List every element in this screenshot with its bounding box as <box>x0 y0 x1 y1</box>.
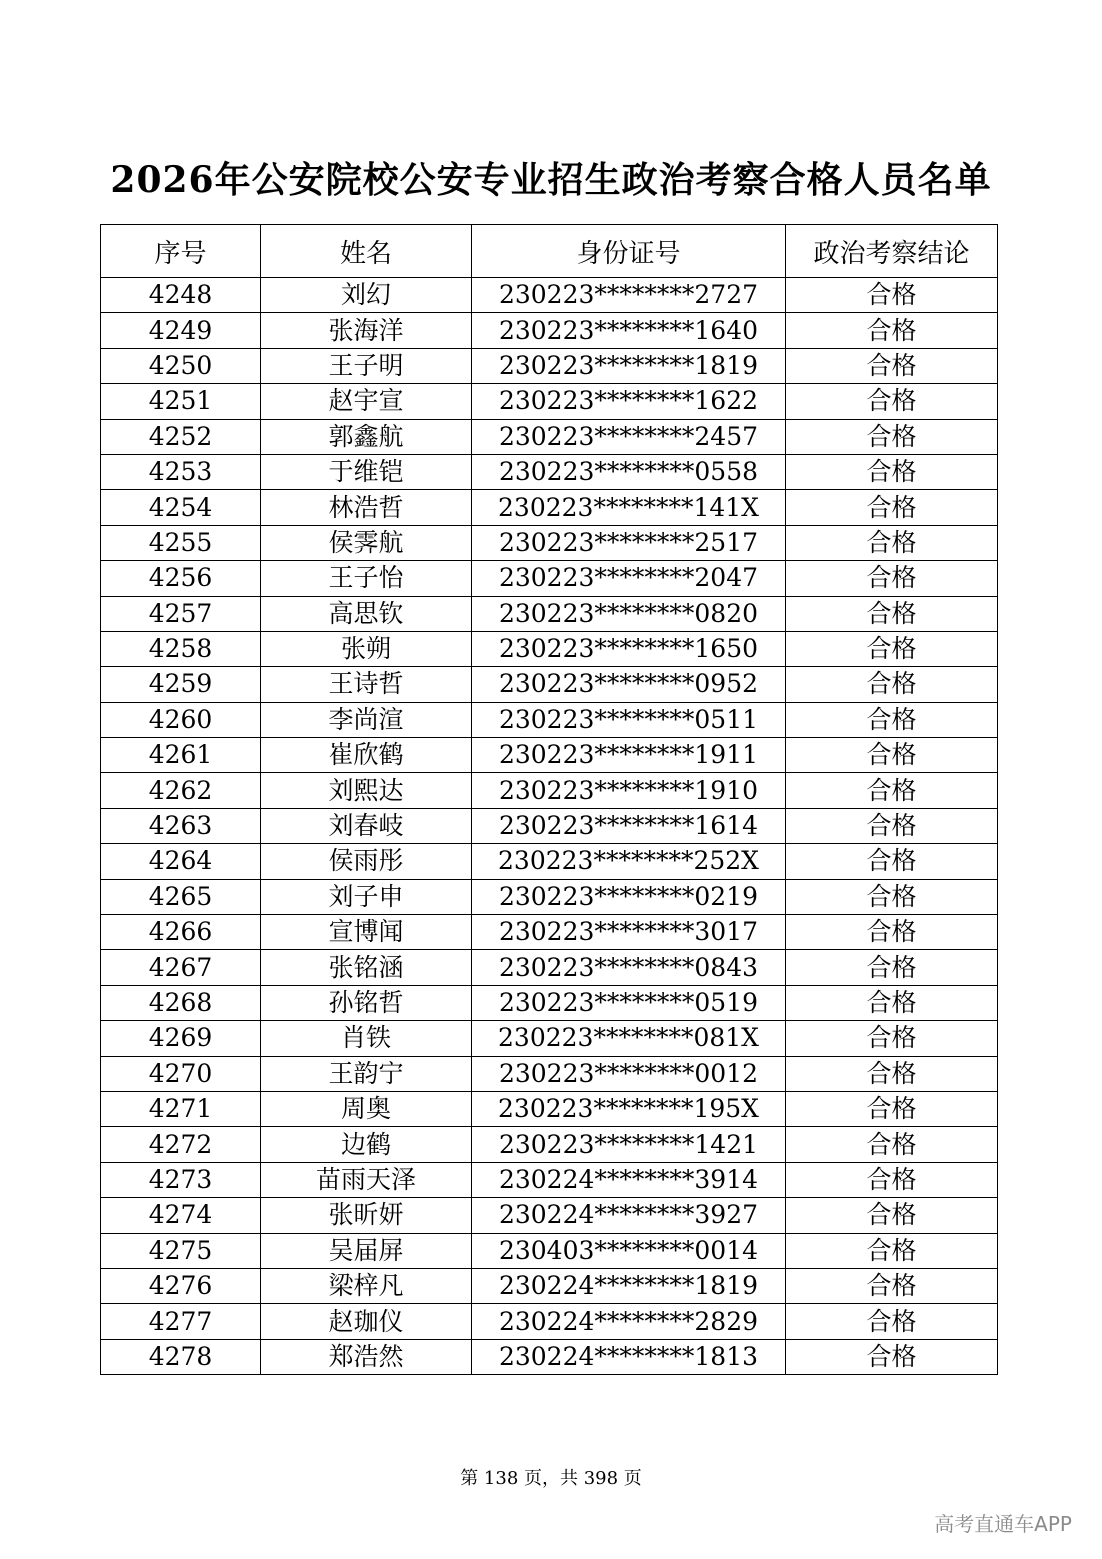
cell-index: 4264 <box>101 844 261 879</box>
column-header-name: 姓名 <box>261 225 472 278</box>
cell-name: 刘春岐 <box>261 808 472 843</box>
cell-index: 4275 <box>101 1233 261 1268</box>
column-header-index: 序号 <box>101 225 261 278</box>
cell-conclusion: 合格 <box>786 525 998 560</box>
cell-id-number: 230224********3914 <box>472 1162 786 1197</box>
table-row <box>101 1198 998 1233</box>
cell-index: 4274 <box>101 1198 261 1233</box>
table-row <box>101 773 998 808</box>
cell-index: 4255 <box>101 525 261 560</box>
cell-id-number: 230223********0558 <box>472 454 786 489</box>
cell-index: 4254 <box>101 490 261 525</box>
table-row <box>101 667 998 702</box>
cell-id-number: 230223********1910 <box>472 773 786 808</box>
table-header-row <box>101 225 998 278</box>
cell-id-number: 230223********1614 <box>472 808 786 843</box>
cell-id-number: 230223********1640 <box>472 313 786 348</box>
cell-name: 郑浩然 <box>261 1339 472 1374</box>
cell-id-number: 230223********0519 <box>472 985 786 1020</box>
cell-id-number: 230223********081X <box>472 1021 786 1056</box>
cell-id-number: 230223********1622 <box>472 384 786 419</box>
cell-index: 4271 <box>101 1091 261 1126</box>
document-title: 2026年公安院校公安专业招生政治考察合格人员名单 <box>110 159 992 201</box>
cell-conclusion: 合格 <box>786 808 998 843</box>
cell-name: 周奥 <box>261 1091 472 1126</box>
table-row <box>101 985 998 1020</box>
cell-conclusion: 合格 <box>786 631 998 666</box>
cell-id-number: 230223********0820 <box>472 596 786 631</box>
table-row <box>101 596 998 631</box>
cell-id-number: 230223********2047 <box>472 561 786 596</box>
cell-index: 4262 <box>101 773 261 808</box>
cell-index: 4276 <box>101 1268 261 1303</box>
cell-name: 高思钦 <box>261 596 472 631</box>
cell-id-number: 230223********141X <box>472 490 786 525</box>
table-row <box>101 915 998 950</box>
cell-index: 4266 <box>101 915 261 950</box>
cell-index: 4259 <box>101 667 261 702</box>
cell-conclusion: 合格 <box>786 278 998 313</box>
cell-id-number: 230223********1911 <box>472 738 786 773</box>
cell-id-number: 230223********1819 <box>472 348 786 383</box>
table-row <box>101 384 998 419</box>
cell-id-number: 230223********0012 <box>472 1056 786 1091</box>
cell-conclusion: 合格 <box>786 738 998 773</box>
cell-index: 4248 <box>101 278 261 313</box>
cell-conclusion: 合格 <box>786 384 998 419</box>
cell-name: 王诗哲 <box>261 667 472 702</box>
table-row <box>101 1021 998 1056</box>
cell-id-number: 230224********3927 <box>472 1198 786 1233</box>
cell-index: 4268 <box>101 985 261 1020</box>
cell-id-number: 230223********195X <box>472 1091 786 1126</box>
cell-conclusion: 合格 <box>786 561 998 596</box>
cell-index: 4258 <box>101 631 261 666</box>
cell-index: 4261 <box>101 738 261 773</box>
table-row <box>101 454 998 489</box>
cell-index: 4265 <box>101 879 261 914</box>
roster-table <box>100 224 998 1375</box>
cell-conclusion: 合格 <box>786 1268 998 1303</box>
cell-conclusion: 合格 <box>786 1056 998 1091</box>
cell-index: 4251 <box>101 384 261 419</box>
cell-index: 4277 <box>101 1304 261 1339</box>
table-row <box>101 1162 998 1197</box>
cell-index: 4260 <box>101 702 261 737</box>
roster-body <box>101 278 998 1375</box>
cell-name: 张海洋 <box>261 313 472 348</box>
cell-name: 吴届屏 <box>261 1233 472 1268</box>
column-header-id-number: 身份证号 <box>472 225 786 278</box>
cell-index: 4267 <box>101 950 261 985</box>
cell-id-number: 230223********3017 <box>472 915 786 950</box>
cell-id-number: 230223********252X <box>472 844 786 879</box>
cell-conclusion: 合格 <box>786 702 998 737</box>
cell-conclusion: 合格 <box>786 1304 998 1339</box>
cell-conclusion: 合格 <box>786 1127 998 1162</box>
cell-id-number: 230403********0014 <box>472 1233 786 1268</box>
cell-index: 4257 <box>101 596 261 631</box>
cell-conclusion: 合格 <box>786 950 998 985</box>
cell-index: 4278 <box>101 1339 261 1374</box>
cell-name: 王子怡 <box>261 561 472 596</box>
cell-index: 4270 <box>101 1056 261 1091</box>
table-row <box>101 879 998 914</box>
table-row <box>101 1091 998 1126</box>
table-row <box>101 1268 998 1303</box>
table-row <box>101 525 998 560</box>
cell-id-number: 230223********0511 <box>472 702 786 737</box>
table-row <box>101 808 998 843</box>
cell-index: 4256 <box>101 561 261 596</box>
cell-conclusion: 合格 <box>786 348 998 383</box>
cell-id-number: 230223********1421 <box>472 1127 786 1162</box>
column-header-conclusion: 政治考察结论 <box>786 225 998 278</box>
cell-id-number: 230223********0952 <box>472 667 786 702</box>
cell-name: 宣博闻 <box>261 915 472 950</box>
table-row <box>101 738 998 773</box>
table-row <box>101 348 998 383</box>
cell-conclusion: 合格 <box>786 1162 998 1197</box>
cell-conclusion: 合格 <box>786 1198 998 1233</box>
cell-name: 侯霁航 <box>261 525 472 560</box>
cell-id-number: 230223********0219 <box>472 879 786 914</box>
cell-id-number: 230223********2517 <box>472 525 786 560</box>
cell-conclusion: 合格 <box>786 419 998 454</box>
cell-name: 王子明 <box>261 348 472 383</box>
cell-conclusion: 合格 <box>786 915 998 950</box>
cell-conclusion: 合格 <box>786 1021 998 1056</box>
cell-name: 张铭涵 <box>261 950 472 985</box>
cell-index: 4252 <box>101 419 261 454</box>
cell-id-number: 230223********2457 <box>472 419 786 454</box>
cell-index: 4269 <box>101 1021 261 1056</box>
table-row <box>101 278 998 313</box>
cell-conclusion: 合格 <box>786 879 998 914</box>
page-footer: 第 138 页，共 398 页 <box>460 1468 642 1489</box>
cell-conclusion: 合格 <box>786 667 998 702</box>
cell-name: 刘熙达 <box>261 773 472 808</box>
table-row <box>101 702 998 737</box>
cell-id-number: 230224********1819 <box>472 1268 786 1303</box>
cell-id-number: 230223********1650 <box>472 631 786 666</box>
table-row <box>101 844 998 879</box>
cell-name: 梁梓凡 <box>261 1268 472 1303</box>
cell-name: 张昕妍 <box>261 1198 472 1233</box>
cell-name: 边鹤 <box>261 1127 472 1162</box>
table-row <box>101 950 998 985</box>
table-row <box>101 561 998 596</box>
table-row <box>101 1056 998 1091</box>
cell-conclusion: 合格 <box>786 1233 998 1268</box>
table-row <box>101 1233 998 1268</box>
cell-index: 4249 <box>101 313 261 348</box>
cell-name: 孙铭哲 <box>261 985 472 1020</box>
cell-conclusion: 合格 <box>786 490 998 525</box>
cell-name: 李尚渲 <box>261 702 472 737</box>
table-row <box>101 419 998 454</box>
cell-index: 4263 <box>101 808 261 843</box>
cell-name: 肖铁 <box>261 1021 472 1056</box>
cell-name: 刘幻 <box>261 278 472 313</box>
cell-id-number: 230223********2727 <box>472 278 786 313</box>
cell-conclusion: 合格 <box>786 1339 998 1374</box>
cell-name: 赵宇宣 <box>261 384 472 419</box>
cell-index: 4253 <box>101 454 261 489</box>
cell-name: 张朔 <box>261 631 472 666</box>
cell-conclusion: 合格 <box>786 1091 998 1126</box>
cell-id-number: 230224********2829 <box>472 1304 786 1339</box>
cell-conclusion: 合格 <box>786 596 998 631</box>
table-row <box>101 631 998 666</box>
table-row <box>101 1127 998 1162</box>
cell-index: 4273 <box>101 1162 261 1197</box>
watermark: 高考直通车APP <box>934 1512 1072 1536</box>
cell-index: 4272 <box>101 1127 261 1162</box>
cell-id-number: 230223********0843 <box>472 950 786 985</box>
cell-name: 于维铠 <box>261 454 472 489</box>
cell-conclusion: 合格 <box>786 773 998 808</box>
cell-name: 侯雨彤 <box>261 844 472 879</box>
table-row <box>101 1339 998 1374</box>
cell-name: 苗雨天泽 <box>261 1162 472 1197</box>
cell-name: 郭鑫航 <box>261 419 472 454</box>
cell-conclusion: 合格 <box>786 985 998 1020</box>
cell-name: 刘子申 <box>261 879 472 914</box>
cell-name: 林浩哲 <box>261 490 472 525</box>
cell-name: 崔欣鹤 <box>261 738 472 773</box>
table-row <box>101 1304 998 1339</box>
table-row <box>101 313 998 348</box>
cell-conclusion: 合格 <box>786 313 998 348</box>
cell-name: 赵珈仪 <box>261 1304 472 1339</box>
cell-conclusion: 合格 <box>786 844 998 879</box>
cell-index: 4250 <box>101 348 261 383</box>
cell-id-number: 230224********1813 <box>472 1339 786 1374</box>
table-row <box>101 490 998 525</box>
cell-name: 王韵宁 <box>261 1056 472 1091</box>
cell-conclusion: 合格 <box>786 454 998 489</box>
